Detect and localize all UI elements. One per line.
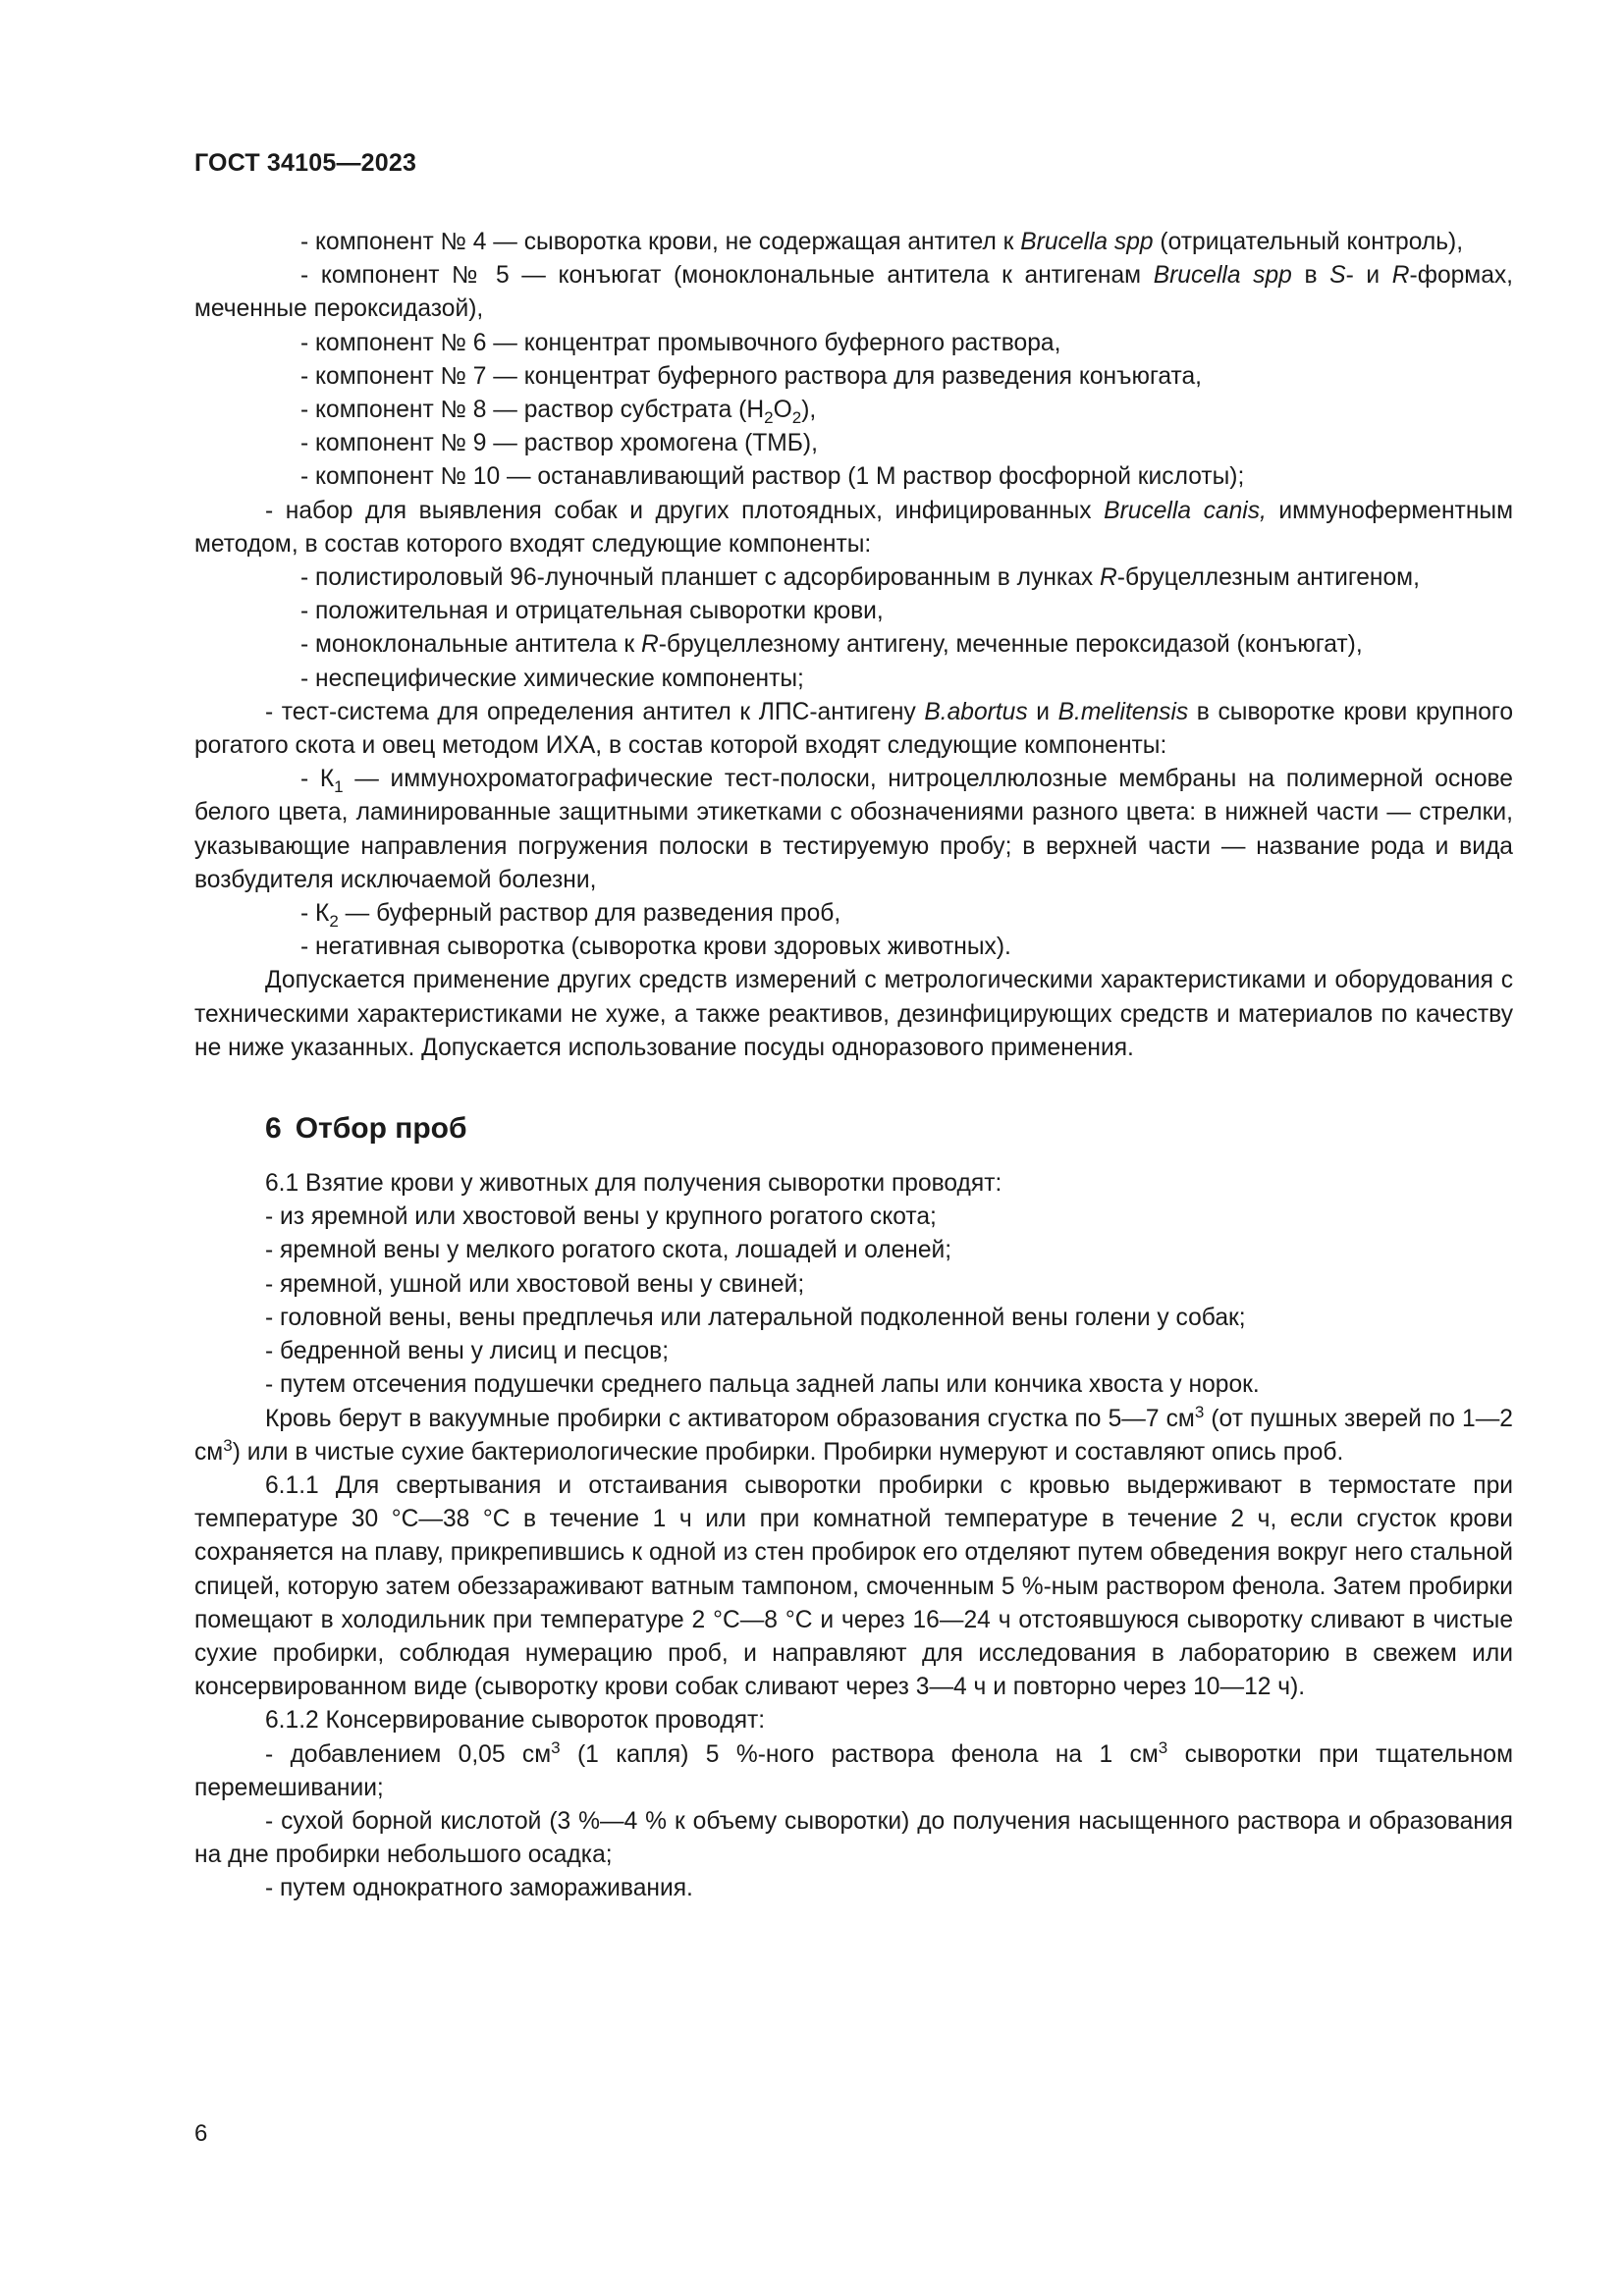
list-item: - путем однократного замораживания. bbox=[265, 1875, 693, 1902]
document-header: ГОСТ 34105—2023 bbox=[194, 149, 417, 177]
test-system-negative: - негативная сыворотка (сыворотка крови здоровых животных). bbox=[300, 934, 1011, 961]
list-item: - яремной, ушной или хвостовой вены у свиней; bbox=[265, 1270, 805, 1298]
kit-brucella-canis: - набор для выявления собак и других плотоядных, инфицированных Brucella canis, иммуноферментным методом, в состав которого входят следующие компоненты: bbox=[194, 497, 1513, 558]
test-system-k1: - $К_1$ — иммунохроматографические тест-полоски, нитроцеллюлозные мембраны на полимерной основе белого цвета, ламинированные защитными этикетками с обозначениями разного цвета: в нижней части — стрелки, указывающие направления погружения полоски в тестируемую пробу; в верхней части — название рода и вида возбудителя исключаемой болезни, bbox=[194, 766, 1513, 893]
allowance-paragraph: Допускается применение других средств измерений с метрологическими характеристиками и оборудования с техническими характеристиками не хуже, а также реактивов, дезинфицирующих средств и материалов по качеству не ниже указанных. Допускается использование посуды одноразового применения. bbox=[194, 967, 1513, 1061]
clause-6-1-2: 6.1.2 Консервирование сывороток проводят: bbox=[265, 1707, 766, 1735]
list-item: - из яремной или хвостовой вены у крупного рогатого скота; bbox=[265, 1203, 937, 1231]
test-system: - тест-система для определения антител к ЛПС-антигену B.abortus и B.melitensis в сыворотке крови крупного рогатого скота и овец методом ИХА, в состав которой входят следующие компоненты: bbox=[194, 698, 1513, 760]
kit2-component-2: - положительная и отрицательная сыворотки крови, bbox=[300, 598, 884, 625]
clause-6-1-1: 6.1.1 Для свертывания и отстаивания сыворотки пробирки с кровью выдерживают в термостате при температуре 30 °С—38 °С в течение 1 ч или при комнатной температуре в течение 2 ч, если сгусток крови сохраняется на плаву, прикрепившись к одной из стен пробирок его отделяют путем обведения вокруг него стальной спицей, которую затем обеззараживают ватным тампоном, смоченным 5 %-ным раствором фенола. Затем пробирки помещают в холодильник при температуре 2 °С—8 °С и через 16—24 ч отстоявшуюся сыворотку сливают в чистые сухие пробирки, соблюдая нумерацию проб, и направляют для исследования в лабораторию в свежем или консервированном виде (сыворотку крови собак сливают через 3—4 ч и повторно через 10—12 ч). bbox=[194, 1471, 1513, 1701]
kit2-component-3: - моноклональные антитела к R-бруцеллезному антигену, меченные пероксидазой (конъюгат), bbox=[300, 631, 1363, 659]
section-title: Отбор проб bbox=[295, 1112, 467, 1146]
component-9: - компонент № 9 — раствор хромогена (ТМБ), bbox=[300, 430, 818, 457]
list-item: - добавлением 0,05 $см^3$ (1 капля) 5 %-ного раствора фенола на 1 $см^3$ сыворотки при тщательном перемешивании; bbox=[194, 1737, 1513, 1801]
component-6: - компонент № 6 — концентрат промывочного буферного раствора, bbox=[300, 329, 1061, 356]
component-10: - компонент № 10 — останавливающий раствор (1 М раствор фосфорной кислоты); bbox=[300, 463, 1245, 491]
clause-6-1: 6.1 Взятие крови у животных для получения сыворотки проводят: bbox=[265, 1170, 1002, 1198]
list-item: - головной вены, вены предплечья или латеральной подколенной вены голени у собак; bbox=[265, 1304, 1246, 1331]
document-body bbox=[194, 226, 1513, 1906]
component-5: - компонент № 5 — конъюгат (моноклональные антитела к антигенам Brucella spp в S- и R-формах, меченные пероксидазой), bbox=[194, 262, 1514, 323]
section-number: 6 bbox=[265, 1112, 282, 1146]
blood-collection-paragraph: Кровь берут в вакуумные пробирки с активатором образования сгустка по 5—7 $см^3$ (от пушных зверей по 1—2 $см^3$) или в чистые сухие бактериологические пробирки. Пробирки нумеруют и составляют опись проб. bbox=[194, 1402, 1513, 1466]
test-system-k2: - $К_2$ — буферный раствор для разведения проб, bbox=[300, 900, 841, 932]
list-item: - путем отсечения подушечки среднего пальца задней лапы или кончика хвоста у норок. bbox=[265, 1371, 1260, 1399]
list-item: - яремной вены у мелкого рогатого скота, лошадей и оленей; bbox=[265, 1237, 952, 1264]
list-item: - сухой борной кислотой (3 %—4 % к объему сыворотки) до получения насыщенного раствора и образования на дне пробирки небольшого осадка; bbox=[194, 1807, 1513, 1869]
section-heading bbox=[265, 1109, 1513, 1148]
component-7: - компонент № 7 — концентрат буферного раствора для разведения конъюгата, bbox=[300, 362, 1203, 390]
list-item: - бедренной вены у лисиц и песцов; bbox=[265, 1338, 670, 1365]
kit2-component-4: - неспецифические химические компоненты; bbox=[300, 665, 804, 692]
component-8: - компонент № 8 — раствор субстрата $(H_2O_2)$, bbox=[300, 397, 817, 428]
kit2-component-1: - полистироловый 96-луночный планшет с адсорбированным в лунках R-бруцеллезным антигеном, bbox=[300, 564, 1420, 592]
page-number: 6 bbox=[194, 2120, 208, 2147]
component-4: - компонент № 4 — сыворотка крови, не содержащая антител к Brucella spp (отрицательный контроль), bbox=[300, 229, 1464, 255]
